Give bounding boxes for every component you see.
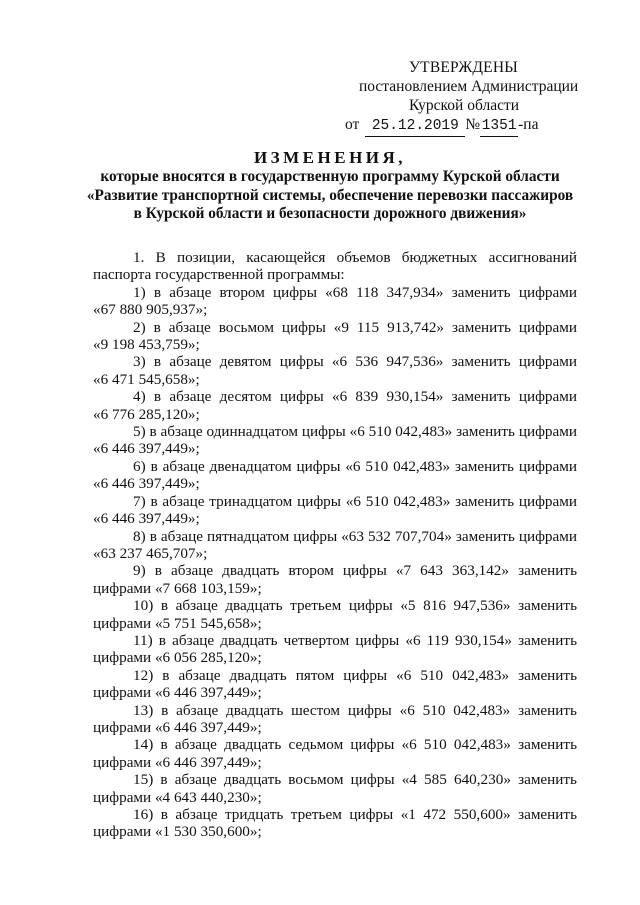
amendment-item	[93, 702, 577, 737]
amendment-line-1: 8) в абзаце пятнадцатом цифры «63 532 707,704» заменить цифрами	[133, 527, 577, 545]
subtitle-line-2: «Развитие транспортной системы, обеспечение перевозки пассажиров	[86, 186, 574, 204]
amendment-item	[93, 597, 577, 632]
amendment-item	[93, 353, 577, 388]
amendment-line-2: «63 237 465,707»;	[93, 544, 208, 562]
amendment-line-1: 4) в абзаце десятом цифры «6 839 930,154» заменить цифрами	[133, 388, 577, 406]
amendment-line-2: «6 471 545,658»;	[93, 370, 200, 388]
amendment-line-1: 14) в абзаце двадцать седьмом цифры «6 510 042,483» заменить	[133, 736, 577, 754]
document-body	[93, 249, 577, 841]
intro-paragraph: 1. В позиции, касающейся объемов бюджетных ассигнований паспорта государственной программы:	[93, 249, 577, 284]
amendment-line-1: 13) в абзаце двадцать шестом цифры «6 510 042,483» заменить	[133, 701, 577, 719]
amendment-line-1: 12) в абзаце двадцать пятом цифры «6 510 042,483» заменить	[133, 666, 577, 684]
amendment-item	[93, 632, 577, 667]
amendment-item	[93, 806, 577, 841]
amendment-item	[93, 736, 577, 771]
approval-date: 25.12.2019	[365, 117, 465, 137]
number-suffix: -па	[518, 116, 539, 133]
approval-issuer: постановлением Администрации	[359, 78, 579, 95]
amendment-line-2: цифрами «4 643 440,230»;	[93, 788, 262, 806]
amendment-line-2: «67 880 905,937»;	[93, 301, 208, 319]
amendment-item	[93, 528, 577, 563]
amendment-line-1: 9) в абзаце двадцать втором цифры «7 643 363,142» заменить	[133, 562, 577, 580]
amendment-line-2: цифрами «6 446 397,449»;	[93, 718, 262, 736]
subtitle-line-3: в Курской области и безопасности дорожного движения»	[133, 205, 527, 222]
amendment-line-1: 5) в абзаце одиннадцатом цифры «6 510 042,483» заменить цифрами	[133, 423, 577, 441]
approval-number: 1351	[480, 117, 518, 137]
approval-heading: УТВЕРЖДЕНЫ	[409, 59, 518, 76]
amendment-line-2: цифрами «6 446 397,449»;	[93, 753, 262, 771]
amendment-item	[93, 423, 577, 458]
amendment-line-2: «6 776 285,120»;	[93, 405, 200, 423]
approval-stamp	[345, 58, 605, 137]
amendment-line-1: 16) в абзаце тридцать третьем цифры «1 472 550,600» заменить	[133, 806, 577, 823]
amendment-line-1: 1) в абзаце втором цифры «68 118 347,934» заменить цифрами	[133, 283, 577, 301]
amendment-item	[93, 458, 577, 493]
amendment-item	[93, 562, 577, 597]
amendment-item	[93, 493, 577, 528]
amendment-line-1: 10) в абзаце двадцать третьем цифры «5 816 947,536» заменить	[133, 597, 577, 615]
amendment-line-2: цифрами «5 751 545,658»;	[93, 614, 262, 632]
amendment-line-2: «6 446 397,449»;	[93, 475, 200, 493]
amendment-line-1: 2) в абзаце восьмом цифры «9 115 913,742» заменить цифрами	[133, 318, 577, 336]
amendment-line-2: «9 198 453,759»;	[93, 336, 200, 354]
number-prefix: №	[465, 116, 481, 133]
amendment-line-2: цифрами «1 530 350,600»;	[93, 823, 262, 841]
amendment-line-1: 11) в абзаце двадцать четвертом цифры «6 119 930,154» заменить	[133, 631, 577, 649]
amendment-item	[93, 388, 577, 423]
date-prefix: от	[345, 116, 360, 133]
amendment-item	[93, 667, 577, 702]
document-title: ИЗМЕНЕНИЯ,	[253, 148, 407, 167]
subtitle-line-1: которые вносятся в государственную программу Курской области	[100, 168, 560, 185]
amendment-line-2: «6 446 397,449»;	[93, 440, 200, 458]
amendment-line-1: 15) в абзаце двадцать восьмом цифры «4 585 640,230» заменить	[133, 771, 577, 789]
approval-date-line	[345, 115, 605, 137]
amendment-line-1: 6) в абзаце двенадцатом цифры «6 510 042,483» заменить цифрами	[133, 457, 577, 475]
amendment-line-2: «6 446 397,449»;	[93, 510, 200, 528]
amendment-list	[93, 284, 577, 841]
amendment-item	[93, 284, 577, 319]
amendment-item	[93, 319, 577, 354]
amendment-line-1: 3) в абзаце девятом цифры «6 536 947,536» заменить цифрами	[133, 353, 577, 371]
amendment-line-2: цифрами «7 668 103,159»;	[93, 579, 262, 597]
document-subtitle	[60, 168, 600, 224]
amendment-item	[93, 771, 577, 806]
amendment-line-1: 7) в абзаце тринадцатом цифры «6 510 042,483» заменить цифрами	[133, 492, 577, 510]
amendment-line-2: цифрами «6 446 397,449»;	[93, 684, 262, 702]
approval-region: Курской области	[409, 97, 520, 114]
amendment-line-2: цифрами «6 056 285,120»;	[93, 649, 262, 667]
